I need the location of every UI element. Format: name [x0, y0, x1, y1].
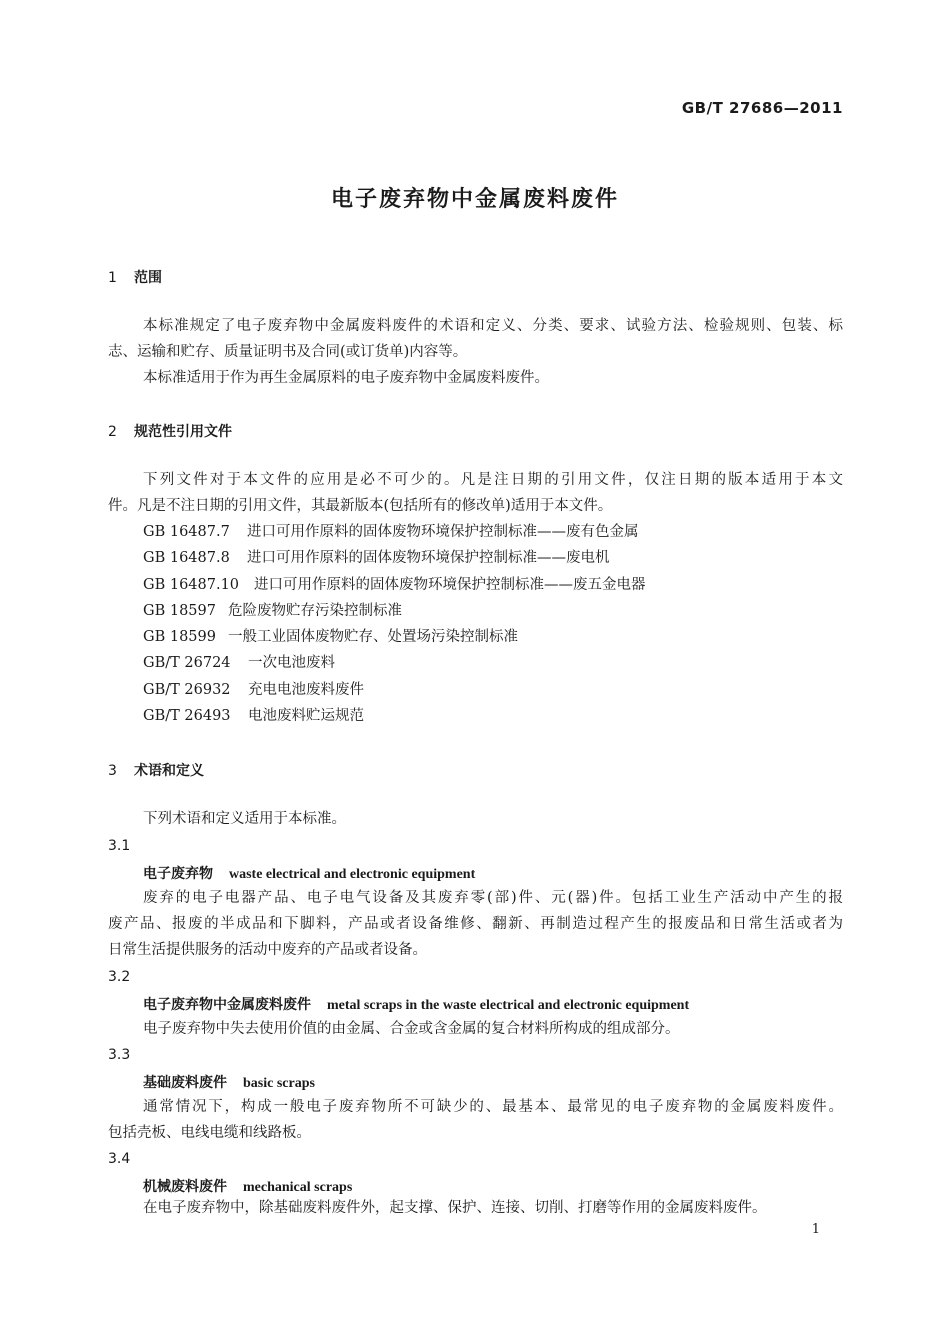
section-title: 术语和定义 [134, 763, 204, 779]
term-definition-line: 电子废弃物中失去使用价值的由金属、合金或含金属的复合材料所构成的组成部分。 [143, 1021, 680, 1037]
reference-item [143, 703, 364, 729]
section-3-heading [108, 760, 204, 780]
reference-code: GB 16487.7 [143, 524, 230, 540]
clause-number: 3.3 [108, 1047, 131, 1063]
document-title: 电子废弃物中金属废料废件 [330, 187, 619, 212]
section-2-heading [108, 421, 232, 441]
reference-item [143, 624, 518, 650]
term-zh: 机械废料废件 [143, 1179, 227, 1195]
clause-number: 3.2 [108, 969, 131, 985]
term-en: metal scraps in the waste electrical and electronic equipment [327, 998, 690, 1013]
clause-number: 3.4 [108, 1151, 131, 1167]
s1-paragraph-1-line-1: 本标准规定了电子废弃物中金属废料废件的术语和定义、分类、要求、试验方法、检验规则、包装、标 [143, 318, 843, 334]
term-en: mechanical scraps [243, 1180, 353, 1195]
reference-item [143, 572, 646, 598]
reference-title: 进口可用作原料的固体废物环境保护控制标准——废电机 [247, 550, 610, 566]
reference-title: 进口可用作原料的固体废物环境保护控制标准——废五金电器 [254, 577, 646, 593]
standard-code: GB/T 27686—2011 [681, 99, 843, 117]
section-number: 3 [108, 763, 117, 779]
reference-item [143, 650, 335, 676]
reference-title: 一次电池废料 [248, 655, 335, 671]
reference-code: GB 18599 [143, 629, 216, 645]
term-heading [143, 994, 689, 1014]
term-zh: 电子废弃物中金属废料废件 [143, 997, 311, 1013]
term-definition-line: 日常生活提供服务的活动中废弃的产品或者设备。 [108, 942, 427, 958]
s2-paragraph-line-2: 件。凡是不注日期的引用文件，其最新版本(包括所有的修改单)适用于本文件。 [108, 498, 613, 514]
clause-number: 3.1 [108, 838, 131, 854]
term-definition-line: 包括壳板、电线电缆和线路板。 [108, 1125, 311, 1141]
term-heading [143, 1176, 352, 1196]
reference-code: GB 18597 [143, 603, 216, 619]
reference-title: 一般工业固体废物贮存、处置场污染控制标准 [228, 629, 518, 645]
term-zh: 电子废弃物 [143, 866, 213, 882]
section-1-heading [108, 267, 162, 287]
section-title: 范围 [134, 270, 162, 286]
reference-title: 危险废物贮存污染控制标准 [228, 603, 402, 619]
reference-code: GB/T 26493 [143, 708, 231, 724]
reference-title: 充电电池废料废件 [248, 682, 364, 698]
section-number: 2 [108, 424, 117, 440]
reference-code: GB/T 26724 [143, 655, 231, 671]
reference-item [143, 598, 402, 624]
term-definition-line: 在电子废弃物中，除基础废料废件外，起支撑、保护、连接、切削、打磨等作用的金属废料废件。 [143, 1200, 767, 1216]
s1-paragraph-2: 本标准适用于作为再生金属原料的电子废弃物中金属废料废件。 [143, 370, 549, 386]
reference-code: GB 16487.8 [143, 550, 230, 566]
term-definition-line: 废弃的电子电器产品、电子电气设备及其废弃零(部)件、元(器)件。包括工业生产活动中产生的报 [143, 890, 843, 906]
term-en: basic scraps [243, 1076, 315, 1091]
term-en: waste electrical and electronic equipment [229, 867, 476, 882]
s3-intro: 下列术语和定义适用于本标准。 [143, 811, 346, 827]
reference-item [143, 677, 364, 703]
s2-paragraph-line-1: 下列文件对于本文件的应用是必不可少的。凡是注日期的引用文件，仅注日期的版本适用于本文 [143, 472, 843, 488]
term-zh: 基础废料废件 [143, 1075, 227, 1091]
reference-item [143, 519, 639, 545]
page-number: 1 [811, 1222, 820, 1237]
term-definition-line: 废产品、报废的半成品和下脚料，产品或者设备维修、翻新、再制造过程产生的报废品和日常生活或者为 [108, 916, 843, 932]
section-number: 1 [108, 270, 117, 286]
reference-code: GB/T 26932 [143, 682, 231, 698]
reference-title: 进口可用作原料的固体废物环境保护控制标准——废有色金属 [247, 524, 639, 540]
term-heading [143, 1072, 315, 1092]
term-heading [143, 863, 475, 883]
s1-paragraph-1-line-2: 志、运输和贮存、质量证明书及合同(或订货单)内容等。 [108, 344, 468, 360]
reference-code: GB 16487.10 [143, 577, 240, 593]
section-title: 规范性引用文件 [134, 424, 232, 440]
term-definition-line: 通常情况下，构成一般电子废弃物所不可缺少的、最基本、最常见的电子废弃物的金属废料废件。 [143, 1099, 843, 1115]
reference-item [143, 545, 610, 571]
reference-title: 电池废料贮运规范 [248, 708, 364, 724]
